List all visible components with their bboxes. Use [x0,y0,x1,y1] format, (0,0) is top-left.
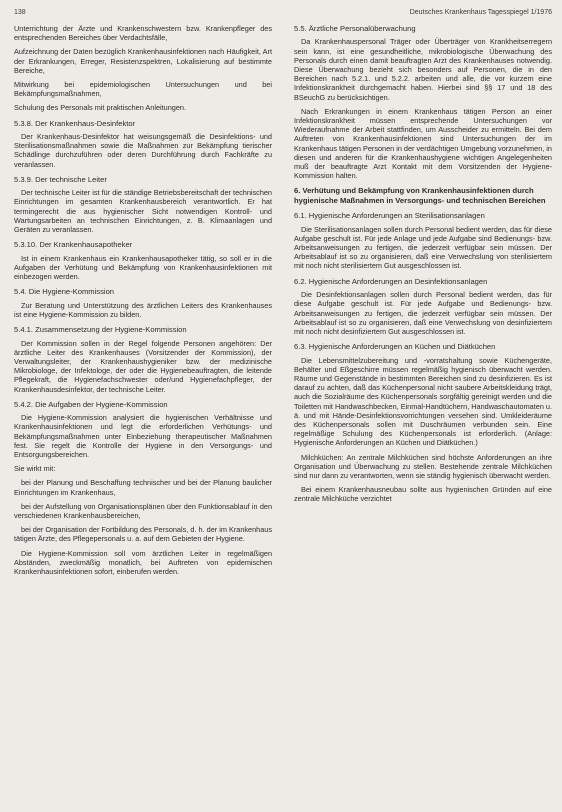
paragraph: Milchküchen: An zentrale Milchküchen sind höchste Anforderungen an ihre Organisation und Überwachung zu stellen. Bestehende zentrale Milchküchen sind nur dann zu verantworten, wenn sie ständig hygienisch überwacht werden. [294,452,552,480]
section-heading: 5.4. Die Hygiene-Kommission [14,287,115,297]
section-heading: 5.5. Ärztliche Personalüberwachung [294,24,416,33]
chapter-heading: 6. Verhütung und Bekämpfung von Krankenhausinfektionen durch hygienische Maßnahmen in Versorgungs- und technischen Bereichen [294,186,546,205]
paragraph: Sie wirkt mit: [14,464,56,474]
section-heading: 5.3.10. Der Krankenhausapotheker [14,240,133,250]
paragraph: Ist in einem Krankenhaus ein Krankenhausapotheker tätig, so soll er in die Aufgaben der Verhütung und Bekämpfung von Krankenhausinfektionen mit einbezogen werden. [14,253,272,282]
paragraph: Da Krankenhauspersonal Träger oder Überträger von Krankheitserregern sein kann, ist eine gesundheitliche, mikrobiologische Überwachung des Personals durch einen damit beauftragten Arzt des Krankenhauses notwendig. Diese Überwachung bezieht sich besonders auf Personen, die in den Bereichen nach 5.2.1. und 5.2.2. arbeiten und alle, die vor kurzem eine Infektionskrankheit durchgemacht haben. Hierbei sind §§ 17 und 18 des BSeuchG zu berücksichtigen. [294,37,552,102]
right-column [294,24,552,810]
section-heading: 6.3. Hygienische Anforderungen an Küchen und Diätküchen [294,342,496,352]
paragraph: Die Lebensmittelzubereitung und -vorratshaltung sowie Küchengeräte, Behälter und Eßgeschirre müssen regelmäßig hygienisch überwacht werden. Räume und Gegenstände in bestimmten Bereichen sind zu desinfizieren. Es ist darauf zu achten, daß das Küchenpersonal nicht saubere Arbeitskleidung trägt, auch die Sozialräume des Küchenpersonals sorgfältig gereinigt werden und die Toiletten mit Handwaschbecken, Einmal-Handtüchern, Handwaschautomaten u. ä. und mit Hände-Desinfektionsvorrichtungen versehen sind. Umkleideräume des Küchenpersonals sollen mit Duschräumen verbunden sein. Eine regelmäßige Schulung des Küchenpersonals ist erforderlich. (Anlage: Hygienische Anforderungen an Küchen und Diätküchen.) [294,355,552,448]
paragraph: Bei einem Krankenhausneubau sollte aus hygienischen Gründen auf eine zentrale Milchküche verzichtet [294,485,552,504]
paragraph: Die Desinfektionsanlagen sollen durch Personal bedient werden, das für diese Aufgabe geschult ist. Für jede Aufgabe und Bedienungs- bzw. Arbeitsanweisungen zu fertigen, die jederzeit verfügbar sein müssen. Der Arbeitsablauf ist so zu organisieren, daß eine Verwechslung von desinfiziertem mit noch nicht desinfiziertem Gut ausgeschlossen ist. [294,290,552,336]
text-columns [14,24,552,810]
paragraph: Mitwirkung bei epidemiologischen Untersuchungen und bei Bekämpfungsmaßnahmen, [14,80,272,99]
journal-title: Deutsches Krankenhaus Tagesspiegel 1/1976 [409,9,552,16]
paragraph: bei der Organisation der Fortbildung des Personals, d. h. der im Krankenhaus tätigen Ärzte, des Pflegepersonals u. a. auf dem Gebieten der Hygiene. [14,525,272,544]
paragraph: bei der Aufstellung von Organisationsplänen über den Funktionsablauf in den verschiedenen Krankenhausbereichen, [14,501,272,520]
paragraph: Zur Beratung und Unterstützung des ärztlichen Leiters des Krankenhauses ist eine Hygiene-Kommission zu bilden. [14,300,272,319]
paragraph: Die Hygiene-Kommission soll vom ärztlichen Leiter in regelmäßigen Abständen, zweckmäßig monatlich, bei Auftreten von epidemischen Krankenhausinfektionen sofort, einberufen werden. [14,548,272,576]
section-heading: 6.1. Hygienische Anforderungen an Sterilisationsanlagen [294,211,485,221]
section-heading: 5.3.8. Der Krankenhaus-Desinfektor [14,118,136,128]
paragraph: Schulung des Personals mit praktischen Anleitungen. [14,103,186,113]
paragraph: Der Krankenhaus-Desinfektor hat weisungsgemäß die Desinfektions- und Sterilisationsmaßnahmen sowie die Maßnahmen zur Bekämpfung tierischer Schädlinge durchzuführen oder deren Durchführung durch Fachkräfte zu veranlassen. [14,132,272,169]
section-heading: 5.4.1. Zusammensetzung der Hygiene-Kommission [14,325,187,335]
section-heading: 6.2. Hygienische Anforderungen an Desinfektionsanlagen [294,276,488,286]
paragraph: Nach Erkrankungen in einem Krankenhaus tätigen Person an einer Infektionskrankheit müssen entsprechende Untersuchungen vor Wiederaufnahme der Arbeit stattfinden, um Ausscheider zu ermitteln. Bei dem Auftreten von Krankenhausinfektionen sind Untersuchungen der im Krankenhaus tätigen Personen in der verdächtigen Umgebung vorzunehmen, in diesen und anderen für die Krankenhaushygiene wichtigen Angelegenheiten muß der beauftragte Arzt Kontakt mit dem Vorsitzenden der Hygiene-Kommission halten. [294,106,552,181]
paragraph: Die Sterilisationsanlagen sollen durch Personal bedient werden, das für diese Aufgabe geschult ist. Für jede Anlage und jede Aufgabe sind Bedienungs- bzw. Arbeitsanweisungen zu fertigen, die jederzeit verfügbar sein müssen. Der Arbeitsablauf ist so zu organisieren, daß eine Verwechslung von sterilisiertem mit noch nicht sterilisiertem Gut ausgeschlossen ist. [294,224,552,271]
paragraph: bei der Planung und Beschaffung technischer und bei der Planung baulicher Einrichtungen im Krankenhaus, [14,478,272,497]
paragraph: Die Hygiene-Kommission analysiert die hygienischen Verhältnisse und Krankenhausinfektionen und legt die erforderlichen Verhütungs- und Bekämpfungsmaßnahmen unter Einbeziehung therapeutischer Maßnahmen fest. Sie regelt die Kontrolle der Hygiene in den Versorgungs- und Entsorgungsbereichen. [14,413,272,459]
running-header [14,8,552,24]
paragraph: Unterrichtung der Ärzte und Krankenschwestern bzw. Krankenpfleger des entsprechenden Bereiches über Verdachtsfälle, [14,24,272,43]
paragraph: Aufzeichnung der Daten bezüglich Krankenhausinfektionen nach Häufigkeit, Art der Erkrankungen, Erreger, Resistenzspektren, Lokalisierung auf bestimmte Bereiche, [14,47,272,75]
left-column [14,24,272,810]
section-heading: 5.4.2. Die Aufgaben der Hygiene-Kommission [14,399,168,409]
section-heading: 5.3.9. Der technische Leiter [14,174,107,184]
paragraph: Der Kommission sollen in der Regel folgende Personen angehören: Der ärztliche Leiter des Krankenhauses (Vorsitzender der Kommission), der Verwaltungsleiter, der Krankenhaushygieniker bzw. der medizinische Mikrobiologe, der Infektologe, der oder die Hygienebeauftragten, die leitende Pflegekraft, die Hygienefachschwester oder/und Hygienefachpfleger, der Krankenhausdesinfektor, der technische Leiter. [14,338,272,394]
paragraph: Der technische Leiter ist für die ständige Betriebsbereitschaft der technischen Einrichtungen im gesamten Krankenhausbereich verantwortlich. Er hat termingerecht die aus hygienischer Sicht notwendigen Kontroll- und Wartungsarbeiten an technischen Einrichtungen, z. B. Klimaanlagen und Geräten zu veranlassen. [14,188,272,235]
page-number: 138 [14,9,26,16]
